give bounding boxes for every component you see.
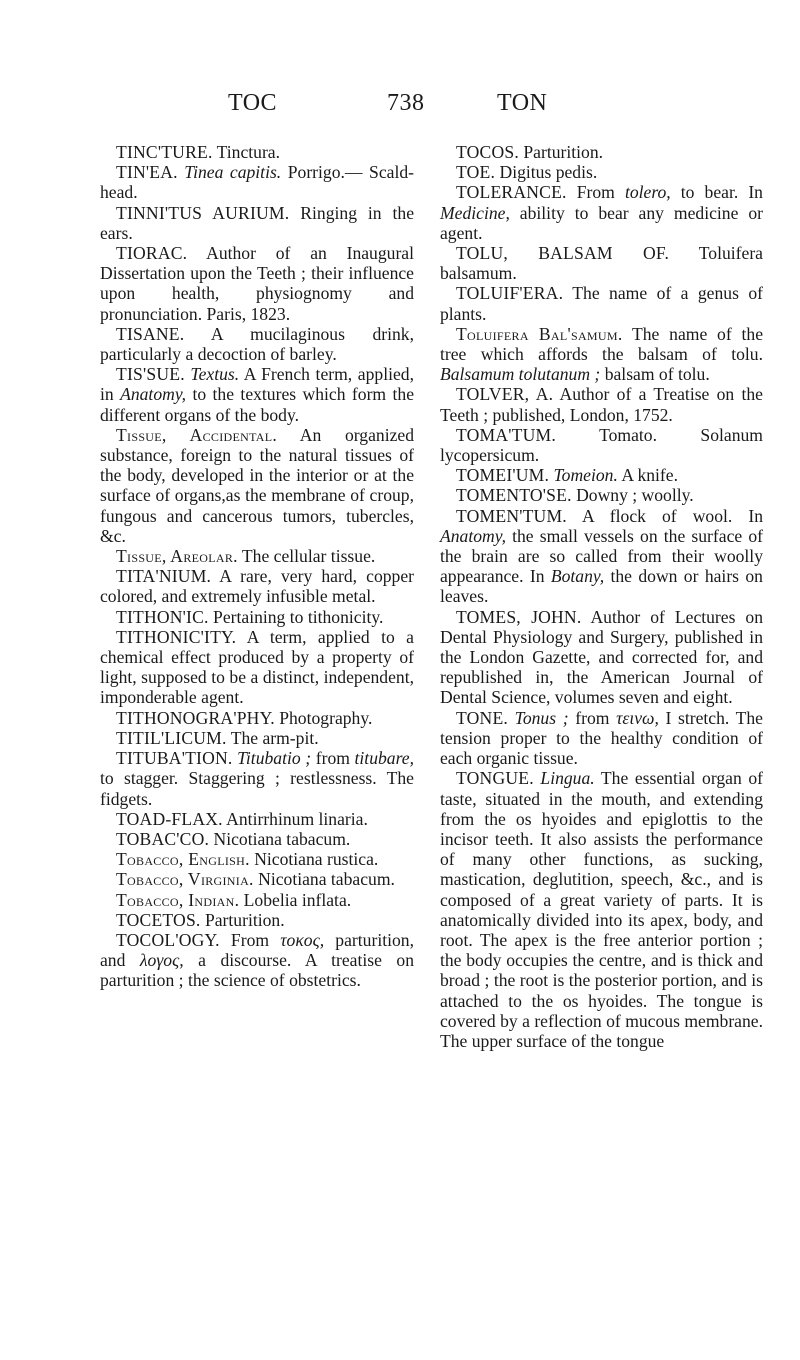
dictionary-entry — [100, 910, 414, 930]
entry-text: the down or hairs on leaves. — [440, 566, 763, 607]
entry-headword: TITA'NIUM. — [116, 566, 212, 587]
entry-italic-text: Balsamum tolutanum ; — [440, 364, 601, 385]
dictionary-entry — [440, 768, 763, 1051]
entry-definition: Downy ; woolly. — [571, 485, 694, 506]
entry-definition: Nicotiana tabacum. — [209, 828, 351, 849]
dictionary-entry — [440, 162, 763, 182]
entry-text: From — [566, 182, 625, 203]
entry-text: balsam of tolu. — [600, 364, 710, 385]
entry-headword: TOMEI'UM. — [456, 465, 550, 486]
entry-text: to bear. In — [670, 182, 763, 203]
entry-italic-text: Medicine, — [440, 202, 510, 223]
entry-headword: TITHON'IC. — [116, 606, 209, 627]
dictionary-entry — [440, 425, 763, 465]
entry-italic-text: Tinea capitis. — [184, 162, 282, 183]
dictionary-entry — [100, 425, 414, 546]
entry-definition: Ringing in the ears. — [100, 202, 414, 243]
dictionary-entry — [440, 182, 763, 243]
entry-headword: TOLUIF'ERA. — [456, 283, 564, 304]
running-head-right: TON — [497, 90, 548, 116]
dictionary-entry — [440, 324, 763, 385]
dictionary-entry — [100, 203, 414, 243]
entry-headword: TITHONOGRA'PHY. — [116, 707, 275, 728]
entry-italic-text: λογος, — [139, 950, 184, 971]
entry-headword: TITUBA'TION. — [116, 748, 233, 769]
dictionary-entry — [440, 384, 763, 424]
entry-definition: Digitus pedis. — [495, 162, 598, 183]
entry-headword: Tobacco, Virginia. — [116, 869, 254, 890]
dictionary-entry — [100, 748, 414, 809]
entry-headword: TONGUE. — [456, 768, 534, 789]
entry-text: The essential organ of taste, situated in the mouth, and extending from the os hyoides and epiglottis to the incisor teeth. It also assists the performance of many other functions, as sucking, mastication, deglutition, speech, &c., and is composed of a great variety of parts. It is anatomically divided into its apex, body, and root. The apex is the free anterior portion ; the body occupies the centre, and is thick and broad ; the root is the posterior portion, and is attached to the os hyoides. The tongue is covered by a reflection of mucous membrane. The upper surface of the tongue — [440, 768, 764, 1051]
entry-italic-text: Tomeion. — [553, 465, 618, 486]
dictionary-entry — [100, 566, 414, 606]
entry-definition: Parturition. — [518, 142, 604, 162]
left-column — [100, 142, 414, 991]
entry-headword: Tissue, Accidental. — [116, 424, 278, 445]
entry-text: A knife. — [617, 465, 678, 486]
dictionary-entry — [100, 930, 414, 991]
entry-headword: Tissue, Areolar. — [116, 546, 238, 567]
entry-headword: TIN'EA. — [116, 162, 178, 183]
entry-definition: Antirrhinum linaria. — [222, 808, 368, 829]
dictionary-entry — [100, 829, 414, 849]
right-column — [440, 142, 763, 1051]
entry-definition: Tinctura. — [212, 142, 281, 162]
entry-headword: Tobacco, English. — [116, 849, 250, 870]
dictionary-entry — [440, 283, 763, 323]
entry-text: ability to bear any medicine or agent. — [440, 202, 763, 243]
entry-text: to stagger. Staggering ; restlessness. The fidgets. — [100, 768, 414, 809]
running-head-left: TOC — [228, 90, 278, 116]
entry-headword: TOMES, JOHN. — [456, 606, 582, 627]
dictionary-entry — [440, 708, 763, 769]
entry-italic-text: Tonus ; — [514, 707, 569, 728]
entry-headword: TITIL'LICUM. — [116, 727, 227, 748]
entry-definition: Nicotiana tabacum. — [253, 869, 395, 890]
dictionary-entry — [100, 849, 414, 869]
entry-headword: TOMENTO'SE. — [456, 485, 572, 506]
entry-headword: TOBAC'CO. — [116, 828, 210, 849]
entry-text: Porrigo.— Scald-head. — [100, 162, 414, 203]
entry-definition: Author of an Inaugural Dissertation upon the Teeth ; their influence upon health, physiognomy and pronunciation. Paris, 1823. — [100, 243, 414, 324]
entry-italic-text: Titubatio ; — [237, 748, 312, 769]
entry-text: to the textures which form the different organs of the body. — [100, 384, 415, 425]
dictionary-entry — [100, 546, 414, 566]
entry-headword: TOCOS. — [456, 142, 519, 162]
entry-definition: Toluifera balsamum. — [440, 243, 763, 284]
entry-text: A flock of wool. In — [566, 505, 763, 526]
dictionary-entry — [440, 485, 763, 505]
dictionary-entry — [100, 243, 414, 324]
entry-definition: Parturition. — [200, 909, 285, 930]
dictionary-entry — [100, 708, 414, 728]
entry-headword: TOCOL'OGY. — [116, 929, 220, 950]
entry-italic-text: τοκος, — [280, 929, 325, 950]
entry-italic-text: Anatomy, — [440, 525, 506, 546]
entry-headword: TOE. — [456, 162, 496, 183]
entry-headword: TOMEN'TUM. — [456, 505, 567, 526]
dictionary-entry — [100, 142, 414, 162]
entry-italic-text: τεινω, — [616, 707, 659, 728]
page-number: 738 — [387, 90, 425, 116]
dictionary-entry — [100, 364, 414, 425]
entry-definition: Pertaining to tithonicity. — [208, 606, 384, 627]
entry-definition: Tomato. Solanum lycopersicum. — [440, 424, 763, 466]
entry-headword: TINC'TURE. — [116, 142, 213, 162]
entry-definition: Photography. — [274, 707, 373, 728]
entry-definition: An organized substance, foreign to the natural tissues of the body, developed in the interior or at the surface of organs,as the membrane of croup, fungous and cancerous tumors, tubercles, &c. — [100, 424, 415, 546]
entry-headword: TOLVER, A. — [456, 384, 554, 405]
dictionary-entry — [100, 869, 414, 889]
dictionary-entry — [100, 162, 414, 202]
entry-definition: Nicotiana rustica. — [249, 849, 379, 870]
entry-headword: TIORAC. — [116, 243, 188, 264]
entry-text: A French term, applied, in — [100, 364, 414, 405]
dictionary-entry — [440, 243, 763, 283]
dictionary-entry — [440, 607, 763, 708]
dictionary-entry — [440, 142, 763, 162]
entry-headword: TONE. — [456, 707, 508, 728]
entry-headword: TITHONIC'ITY. — [116, 626, 237, 647]
entry-text: I stretch. The tension proper to the healthy condition of each organic tissue. — [440, 707, 763, 769]
entry-definition: Author of Lectures on Dental Physiology and Surgery, published in the London Gazette, and corrected for, and republished in, the American Journal of Dental Science, volumes seven and eight. — [440, 606, 764, 708]
entry-definition: The cellular tissue. — [237, 546, 376, 567]
entry-headword: TIS'SUE. — [116, 364, 185, 385]
dictionary-entry — [440, 506, 763, 607]
entry-headword: TOLERANCE. — [456, 182, 567, 203]
entry-headword: TISANE. — [116, 323, 185, 344]
entry-italic-text: Botany, — [550, 566, 605, 587]
entry-definition: Lobelia inflata. — [239, 889, 352, 910]
entry-text: from — [568, 707, 617, 728]
entry-definition: A term, applied to a chemical effect produced by a property of light, supposed to be a distinct, independent, imponderable agent. — [100, 626, 414, 708]
entry-text: The name of the tree which affords the balsam of tolu. — [440, 323, 763, 365]
entry-text: the small vessels on the surface of the brain are so called from their woolly appearance. In — [440, 525, 763, 587]
entry-italic-text: Anatomy, — [120, 384, 187, 405]
entry-headword: Tobacco, Indian. — [116, 889, 240, 910]
entry-definition: The arm-pit. — [226, 727, 319, 748]
entry-headword: TINNI'TUS AURIUM. — [116, 202, 290, 223]
entry-headword: TOAD-FLAX. — [116, 808, 223, 829]
entry-text: From — [219, 929, 281, 950]
dictionary-entry — [100, 890, 414, 910]
entry-definition: The name of a genus of plants. — [440, 283, 763, 324]
dictionary-entry — [100, 728, 414, 748]
entry-headword: TOMA'TUM. — [456, 424, 556, 445]
entry-definition: A rare, very hard, copper colored, and extremely infusible metal. — [100, 566, 414, 607]
entry-definition: A mucilaginous drink, particularly a decoction of barley. — [100, 323, 414, 365]
entry-text — [508, 708, 515, 728]
entry-headword: TOCETOS. — [116, 909, 201, 930]
entry-italic-text: Lingua. — [540, 768, 595, 789]
running-head — [0, 90, 800, 120]
dictionary-entry — [440, 465, 763, 485]
entry-text: from — [311, 748, 355, 769]
entry-headword: Toluifera Bal'samum. — [456, 323, 623, 344]
entry-text: parturition, and — [100, 929, 414, 971]
entry-italic-text: titubare, — [354, 748, 414, 769]
dictionary-entry — [100, 607, 414, 627]
entry-definition: Author of a Treatise on the Teeth ; published, London, 1752. — [440, 384, 763, 425]
dictionary-entry — [100, 809, 414, 829]
dictionary-entry — [100, 627, 414, 708]
entry-headword: TOLU, BALSAM OF. — [456, 243, 670, 264]
dictionary-entry — [100, 324, 414, 364]
entry-text: a discourse. A treatise on parturition ; the science of obstetrics. — [100, 950, 414, 991]
entry-italic-text: tolero, — [624, 182, 671, 203]
entry-italic-text: Textus. — [190, 364, 240, 385]
